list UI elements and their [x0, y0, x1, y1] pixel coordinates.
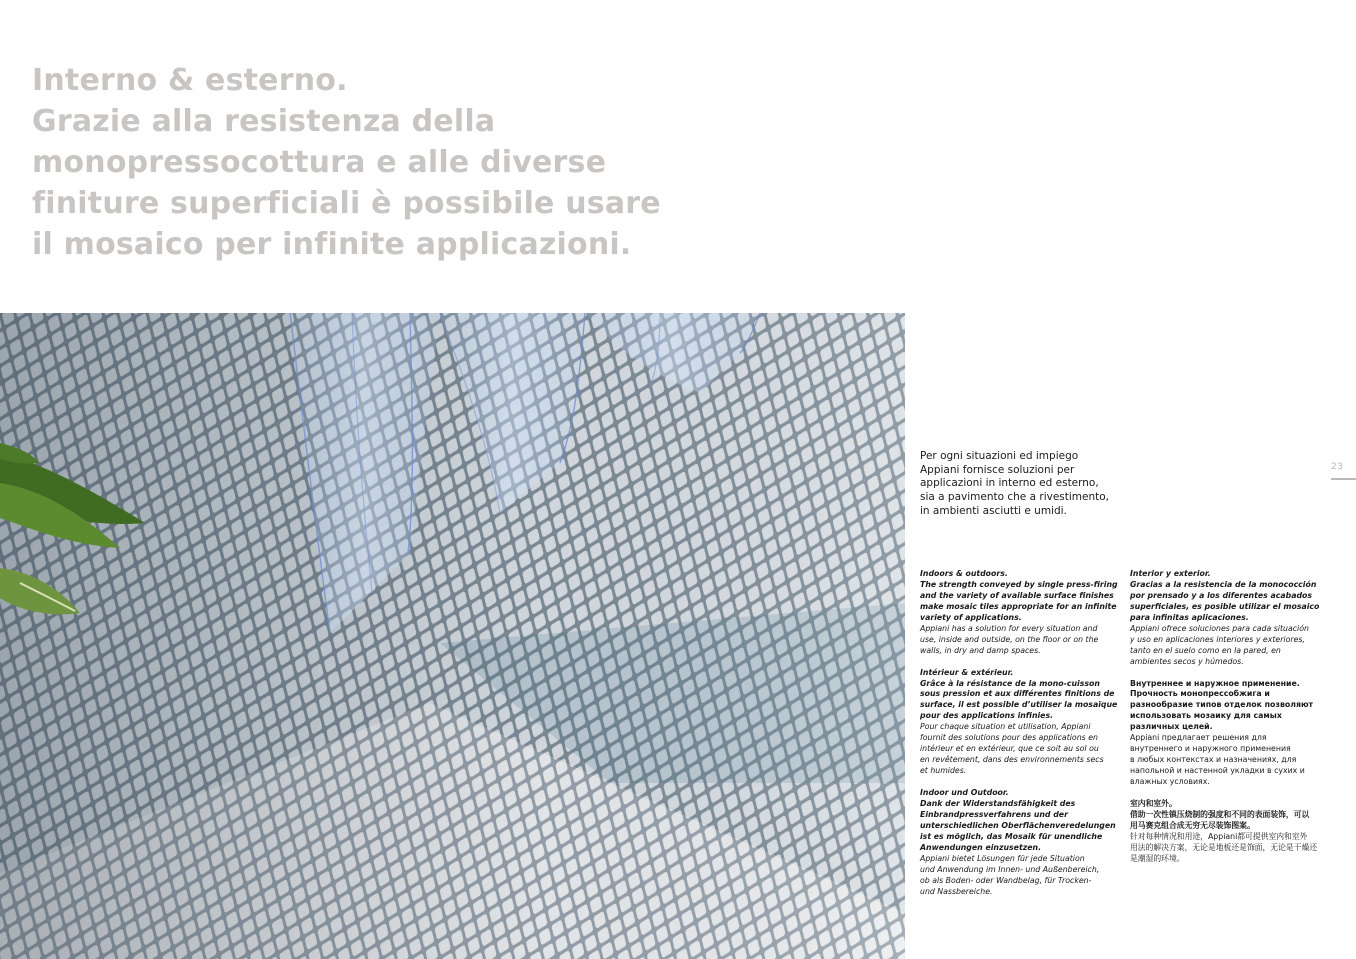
- block-title-line: Indoors & outdoors.: [920, 569, 1008, 578]
- block-title-line: surface, il est possible d’utiliser la mosaïque: [920, 700, 1118, 710]
- intro-line: sia a pavimento che a rivestimento,: [920, 491, 1110, 504]
- block-body-line: 是潮湿的环境。: [1130, 853, 1185, 863]
- headline-line: monopressocottura e alle diverse: [32, 145, 607, 180]
- block-body-line: y uso en aplicaciones interiores y exteriores,: [1130, 634, 1305, 644]
- block-body-line: Appiani bietet Lösungen für jede Situation: [920, 853, 1085, 863]
- block-title-line: make mosaic tiles appropriate for an infinite: [920, 601, 1117, 611]
- block-body-line: und Anwendung im Innen- und Außenbereich,: [920, 864, 1100, 874]
- language-block: [920, 788, 1120, 898]
- block-title-line: 借助一次性镇压烧制的强度和不同的表面装饰，可以: [1130, 809, 1310, 819]
- block-body-line: et humides.: [920, 766, 967, 776]
- block-title-line: различных целей.: [1130, 722, 1213, 732]
- intro-line: in ambienti asciutti e umidi.: [920, 504, 1067, 517]
- block-title-line: The strength conveyed by single press-firing: [920, 579, 1118, 589]
- language-block: [1130, 679, 1330, 789]
- mosaic-floor-photo: [0, 313, 905, 959]
- language-block: [920, 668, 1120, 778]
- language-block: [1130, 799, 1330, 865]
- block-title-line: variety of applications.: [920, 612, 1022, 622]
- block-body-line: Appiani has a solution for every situation and: [920, 623, 1098, 633]
- block-body-line: внутреннего и наружного применения: [1130, 744, 1291, 754]
- block-body-line: fournit des solutions pour des applications en: [920, 733, 1098, 743]
- block-title-line: Dank der Widerstandsfähigkeit des: [920, 798, 1076, 808]
- block-title-line: Grâce à la résistance de la mono-cuisson: [920, 678, 1100, 688]
- block-body-line: 用法的解决方案，无论是地板还是饰面，无论是干燥还: [1130, 842, 1318, 852]
- block-body-line: und Nassbereiche.: [920, 886, 993, 896]
- language-block: [920, 569, 1120, 657]
- page-number: 23: [1331, 462, 1344, 472]
- block-title-line: ist es möglich, das Mosaik für unendliche: [920, 831, 1103, 841]
- block-body-line: use, inside and outside, on the floor or on the: [920, 634, 1099, 644]
- intro-line: Per ogni situazioni ed impiego: [920, 450, 1079, 462]
- page-number-rule: [1331, 478, 1356, 480]
- headline-line: finiture superficiali è possibile usare: [32, 186, 661, 221]
- intro-paragraph: [920, 450, 1130, 519]
- language-block: [1130, 569, 1330, 668]
- block-body-line: 针对每种情况和用途，Appiani都可提供室内和室外: [1130, 831, 1308, 841]
- block-body-line: tanto en el suelo como en la pared, en: [1130, 645, 1281, 655]
- block-body-line: напольной и настенной укладки в сухих и: [1130, 766, 1305, 776]
- headline: [32, 60, 672, 265]
- block-body-line: Pour chaque situation et utilisation, Appiani: [920, 722, 1091, 732]
- intro-line: applicazioni in interno ed esterno,: [920, 477, 1099, 490]
- block-title-line: superficiales, es posible utilizar el mosaico: [1130, 601, 1320, 611]
- block-title-line: 室内和室外。: [1130, 798, 1177, 808]
- block-title-line: por prensado y a los diferentes acabados: [1130, 590, 1313, 600]
- block-title-line: Einbrandpressverfahrens und der: [920, 809, 1068, 819]
- block-body-line: влажных условиях.: [1130, 777, 1210, 787]
- block-body-line: в любых контекстах и назначениях, для: [1130, 755, 1297, 765]
- block-title-line: 用马赛克组合成无穷无尽装饰图案。: [1130, 820, 1255, 830]
- block-title-line: Прочность монопрессобжига и: [1130, 689, 1270, 699]
- block-body-line: ambientes secos y húmedos.: [1130, 656, 1244, 666]
- block-body-line: intérieur et en extérieur, que ce soit au sol ou: [920, 744, 1099, 754]
- block-body-line: ob als Boden- oder Wandbelag, für Trocken-: [920, 875, 1092, 885]
- block-body-line: Appiani ofrece soluciones para cada situación: [1130, 623, 1309, 633]
- block-title-line: Indoor und Outdoor.: [920, 788, 1009, 798]
- block-title-line: and the variety of available surface finishes: [920, 590, 1114, 600]
- headline-line: Interno & esterno.: [32, 63, 348, 98]
- headline-line: Grazie alla resistenza della: [32, 104, 496, 139]
- block-title-line: Interior y exterior.: [1130, 569, 1211, 578]
- block-title-line: pour des applications infinies.: [920, 711, 1054, 721]
- block-title-line: Intérieur & extérieur.: [920, 667, 1014, 677]
- headline-line: il mosaico per infinite applicazioni.: [32, 227, 632, 262]
- block-body-line: Appiani предлагает решения для: [1130, 733, 1267, 743]
- block-title-line: unterschiedlichen Oberflächenveredelungen: [920, 820, 1116, 830]
- block-body-line: en revêtement, dans des environnements secs: [920, 755, 1104, 765]
- block-title-line: Gracias a la resistencia de la monococción: [1130, 579, 1317, 589]
- block-title-line: para infinitas aplicaciones.: [1130, 612, 1249, 622]
- text-column-right: [1130, 569, 1330, 876]
- block-title-line: Anwendungen einzusetzen.: [920, 842, 1042, 852]
- block-title-line: sous pression et aux différentes finitions de: [920, 689, 1115, 699]
- block-title-line: Внутреннее и наружное применение.: [1130, 678, 1300, 688]
- text-column-left: [920, 569, 1120, 909]
- block-title-line: разнообразие типов отделок позволяют: [1130, 700, 1314, 710]
- block-body-line: walls, in dry and damp spaces.: [920, 645, 1041, 655]
- intro-line: Appiani fornisce soluzioni per: [920, 463, 1075, 476]
- block-title-line: использовать мозаику для самых: [1130, 711, 1282, 721]
